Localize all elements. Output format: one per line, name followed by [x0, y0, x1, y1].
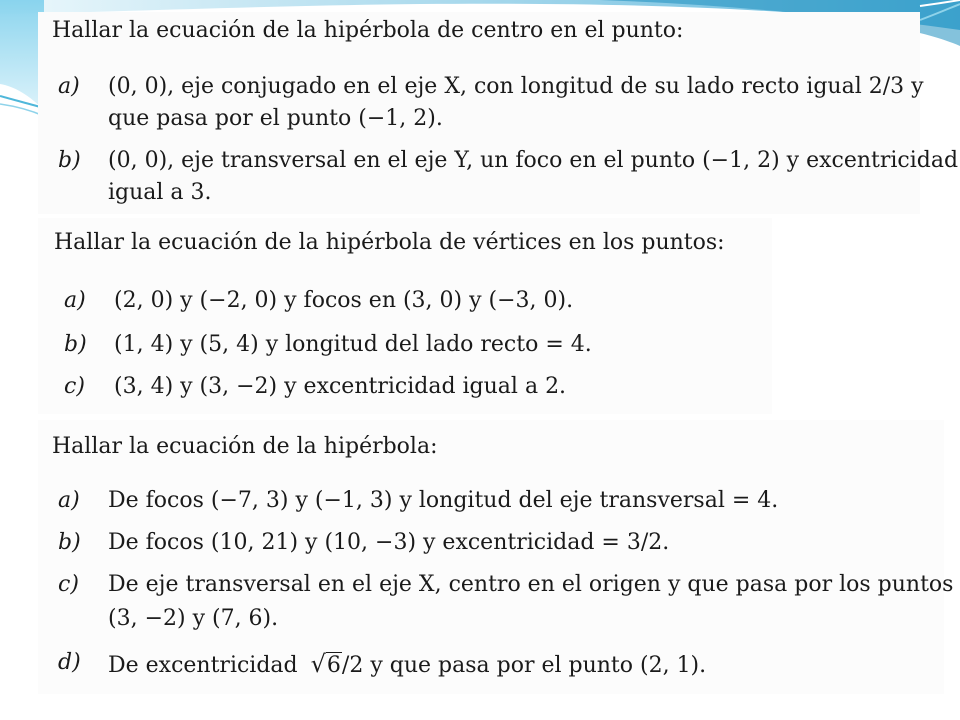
item-label: c)	[58, 572, 79, 597]
exercise-panel-vertices	[38, 218, 772, 414]
item-label: a)	[58, 488, 80, 513]
item-text-continued: que pasa por el punto (−1, 2).	[108, 106, 443, 131]
item-label: b)	[58, 530, 81, 555]
item-text: (3, 4) y (3, −2) y excentricidad igual a 2.	[114, 374, 567, 399]
item-text: De focos (−7, 3) y (−1, 3) y longitud del eje transversal = 4.	[108, 488, 779, 513]
item-label: a)	[58, 74, 80, 99]
item-label: a)	[64, 288, 86, 313]
item-text-continued: (3, −2) y (7, 6).	[108, 606, 279, 631]
item-text: De eje transversal en el eje X, centro en el origen y que pasa por los puntos	[108, 572, 954, 597]
item-text: (0, 0), eje conjugado en el eje X, con longitud de su lado recto igual 2/3 y	[108, 74, 924, 99]
item-label: b)	[64, 332, 87, 357]
square-root-radicand: 6	[326, 653, 341, 678]
square-root-symbol: √6	[310, 650, 341, 678]
item-text-suffix: /2 y que pasa por el punto (2, 1).	[341, 653, 707, 678]
exercise-panel-general	[38, 420, 954, 694]
item-text: (0, 0), eje transversal en el eje Y, un foco en el punto (−1, 2) y excentricidad	[108, 148, 959, 173]
panel-title: Hallar la ecuación de la hipérbola de vértices en los puntos:	[54, 230, 725, 255]
item-text-prefix: De excentricidad	[108, 653, 298, 678]
exercise-panel-center	[38, 12, 959, 214]
item-label: b)	[58, 148, 81, 173]
item-label: d)	[58, 650, 81, 675]
panel-title: Hallar la ecuación de la hipérbola de centro en el punto:	[52, 18, 684, 43]
panel-title: Hallar la ecuación de la hipérbola:	[52, 434, 438, 459]
item-text: De focos (10, 21) y (10, −3) y excentricidad = 3/2.	[108, 530, 670, 555]
item-text: (1, 4) y (5, 4) y longitud del lado recto = 4.	[114, 332, 592, 357]
item-text	[108, 650, 706, 678]
item-label: c)	[64, 374, 85, 399]
item-text: (2, 0) y (−2, 0) y focos en (3, 0) y (−3, 0).	[114, 288, 574, 313]
item-text-continued: igual a 3.	[108, 180, 212, 205]
